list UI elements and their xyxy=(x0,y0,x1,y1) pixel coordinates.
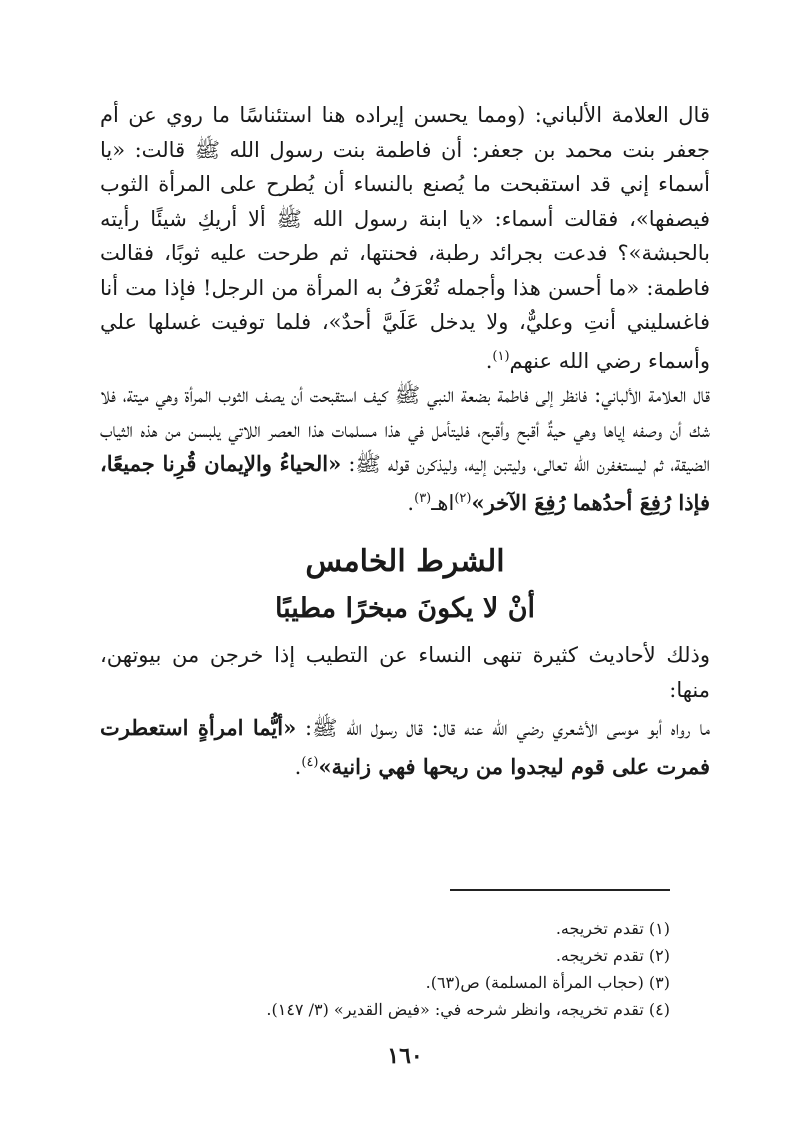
section-subtitle: أنْ لا يكونَ مبخرًا مطيبًا xyxy=(274,593,536,624)
footnote-3: (٣) (حجاب المرأة المسلمة) ص(٦٣). xyxy=(425,973,670,992)
paragraph-text: قال العلامة الألباني: فانظر إلى فاطمة بضعة النبي ﷺ كيف استقبحت أن يصف الثوب المرأة وهي ميتة، فلا شك أن وصفه إياها وهي حيةٌ أقبح وأقبح، فليتأمل في هذا مسلمات هذا العصر اللاتي يلبسن من هذه الثياب الضيقة، ثم ليستغفرن الله تعالى، وليتبن إليه، وليذكرن قوله ﷺ: xyxy=(100,383,710,476)
paragraph-intro: وذلك لأحاديث كثيرة تنهى النساء عن التطيب إذا خرجن من بيوتهن، منها: xyxy=(100,643,710,702)
footnote-ref[interactable]: (٢) xyxy=(454,490,472,506)
footnote-ref[interactable]: (٣) xyxy=(414,490,432,506)
hadith-text: «أيُّما امرأةٍ استعطرت فمرت على قوم ليجدوا من ريحها فهي زانية» xyxy=(100,715,710,779)
page-number: ١٦٠ xyxy=(387,1043,423,1069)
footnote-4: (٤) تقدم تخريجه، وانظر شرحه في: «فيض القدير» (٣/ ١٤٧). xyxy=(266,1000,670,1019)
hadith-text: «الحياءُ والإيمان قُرِنا جميعًا، فإذا رُفِعَ أحدُهما رُفِعَ الآخر» xyxy=(100,451,710,515)
main-text xyxy=(100,98,710,784)
paragraph-text: ما رواه أبو موسى الأشعري رضي الله عنه قال: قال رسول الله ﷺ: xyxy=(296,716,711,740)
section-title: الشرط الخامس xyxy=(305,544,505,579)
footnotes xyxy=(100,915,670,1023)
paragraph-text: قال العلامة الألباني: (ومما يحسن إيراده هنا استئناسًا ما روي عن أم جعفر بنت محمد بن جعفر: أن فاطمة بنت رسول الله ﷺ قالت: «يا أسماء إني قد استقبحت ما يُصنع بالنساء أن يُطرح على المرأة الثوب فيصفها»، فقالت أسماء: «يا ابنة رسول الله ﷺ ألا أريكِ شيئًا رأيته بالحبشة»؟ فدعت بجرائد رطبة، فحنتها، ثم طرحت عليه ثوبًا، فقالت فاطمة: «ما أحسن هذا وأجمله تُعْرَفُ به المرأة من الرجل! فإذا مت أنا فاغسليني أنتِ وعليٌّ، ولا يدخل عَلَيَّ أحدٌ»، فلما توفيت غسلها علي وأسماء رضي الله عنهم xyxy=(100,103,710,373)
footnote-divider xyxy=(450,889,670,891)
footnote-2: (٢) تقدم تخريجه. xyxy=(555,946,670,965)
footnote-ref[interactable]: (٤) xyxy=(301,754,319,770)
paragraph-albani-comment: قال العلامة الألباني: فانظر إلى فاطمة بضعة النبي ﷺ كيف استقبحت أن يصف الثوب المرأة وهي ميتة، فلا شك أن وصفه إياها وهي حيةٌ أقبح وأقبح، فليتأمل في هذا مسلمات هذا العصر اللاتي يلبسن من هذه الثياب الضيقة، ثم ليستغفرن الله تعالى، وليتبن إليه، وليذكرن قوله ﷺ: «الحياءُ والإيمان قُرِنا جميعًا، فإذا رُفِعَ أحدُهما رُفِعَ الآخر»$^{(٢)}$اهـ$^{(٣)}$. xyxy=(100,383,710,515)
footnote-1: (١) تقدم تخريجه. xyxy=(555,919,670,938)
paragraph-albani-quote: قال العلامة الألباني: (ومما يحسن إيراده هنا استئناسًا ما روي عن أم جعفر بنت محمد بن جعفر: أن فاطمة بنت رسول الله ﷺ قالت: «يا أسماء إني قد استقبحت ما يُصنع بالنساء أن يُطرح على المرأة الثوب فيصفها»، فقالت أسماء: «يا ابنة رسول الله ﷺ ألا أريكِ شيئًا رأيته بالحبشة»؟ فدعت بجرائد رطبة، فحنتها، ثم طرحت عليه ثوبًا، فقالت فاطمة: «ما أحسن هذا وأجمله تُعْرَفُ به المرأة من الرجل! فإذا مت أنا فاغسليني أنتِ وعليٌّ، ولا يدخل عَلَيَّ أحدٌ»، فلما توفيت غسلها علي وأسماء رضي الله عنهم$^{(١)}$. xyxy=(100,103,710,373)
paragraph-end: اهـ xyxy=(431,490,455,515)
paragraph-hadith: ما رواه أبو موسى الأشعري رضي الله عنه قال: قال رسول الله ﷺ: «أيُّما امرأةٍ استعطرت فمرت على قوم ليجدوا من ريحها فهي زانية»$^{(٤)}$. xyxy=(100,715,711,779)
footnote-ref[interactable]: (١) xyxy=(492,348,510,364)
